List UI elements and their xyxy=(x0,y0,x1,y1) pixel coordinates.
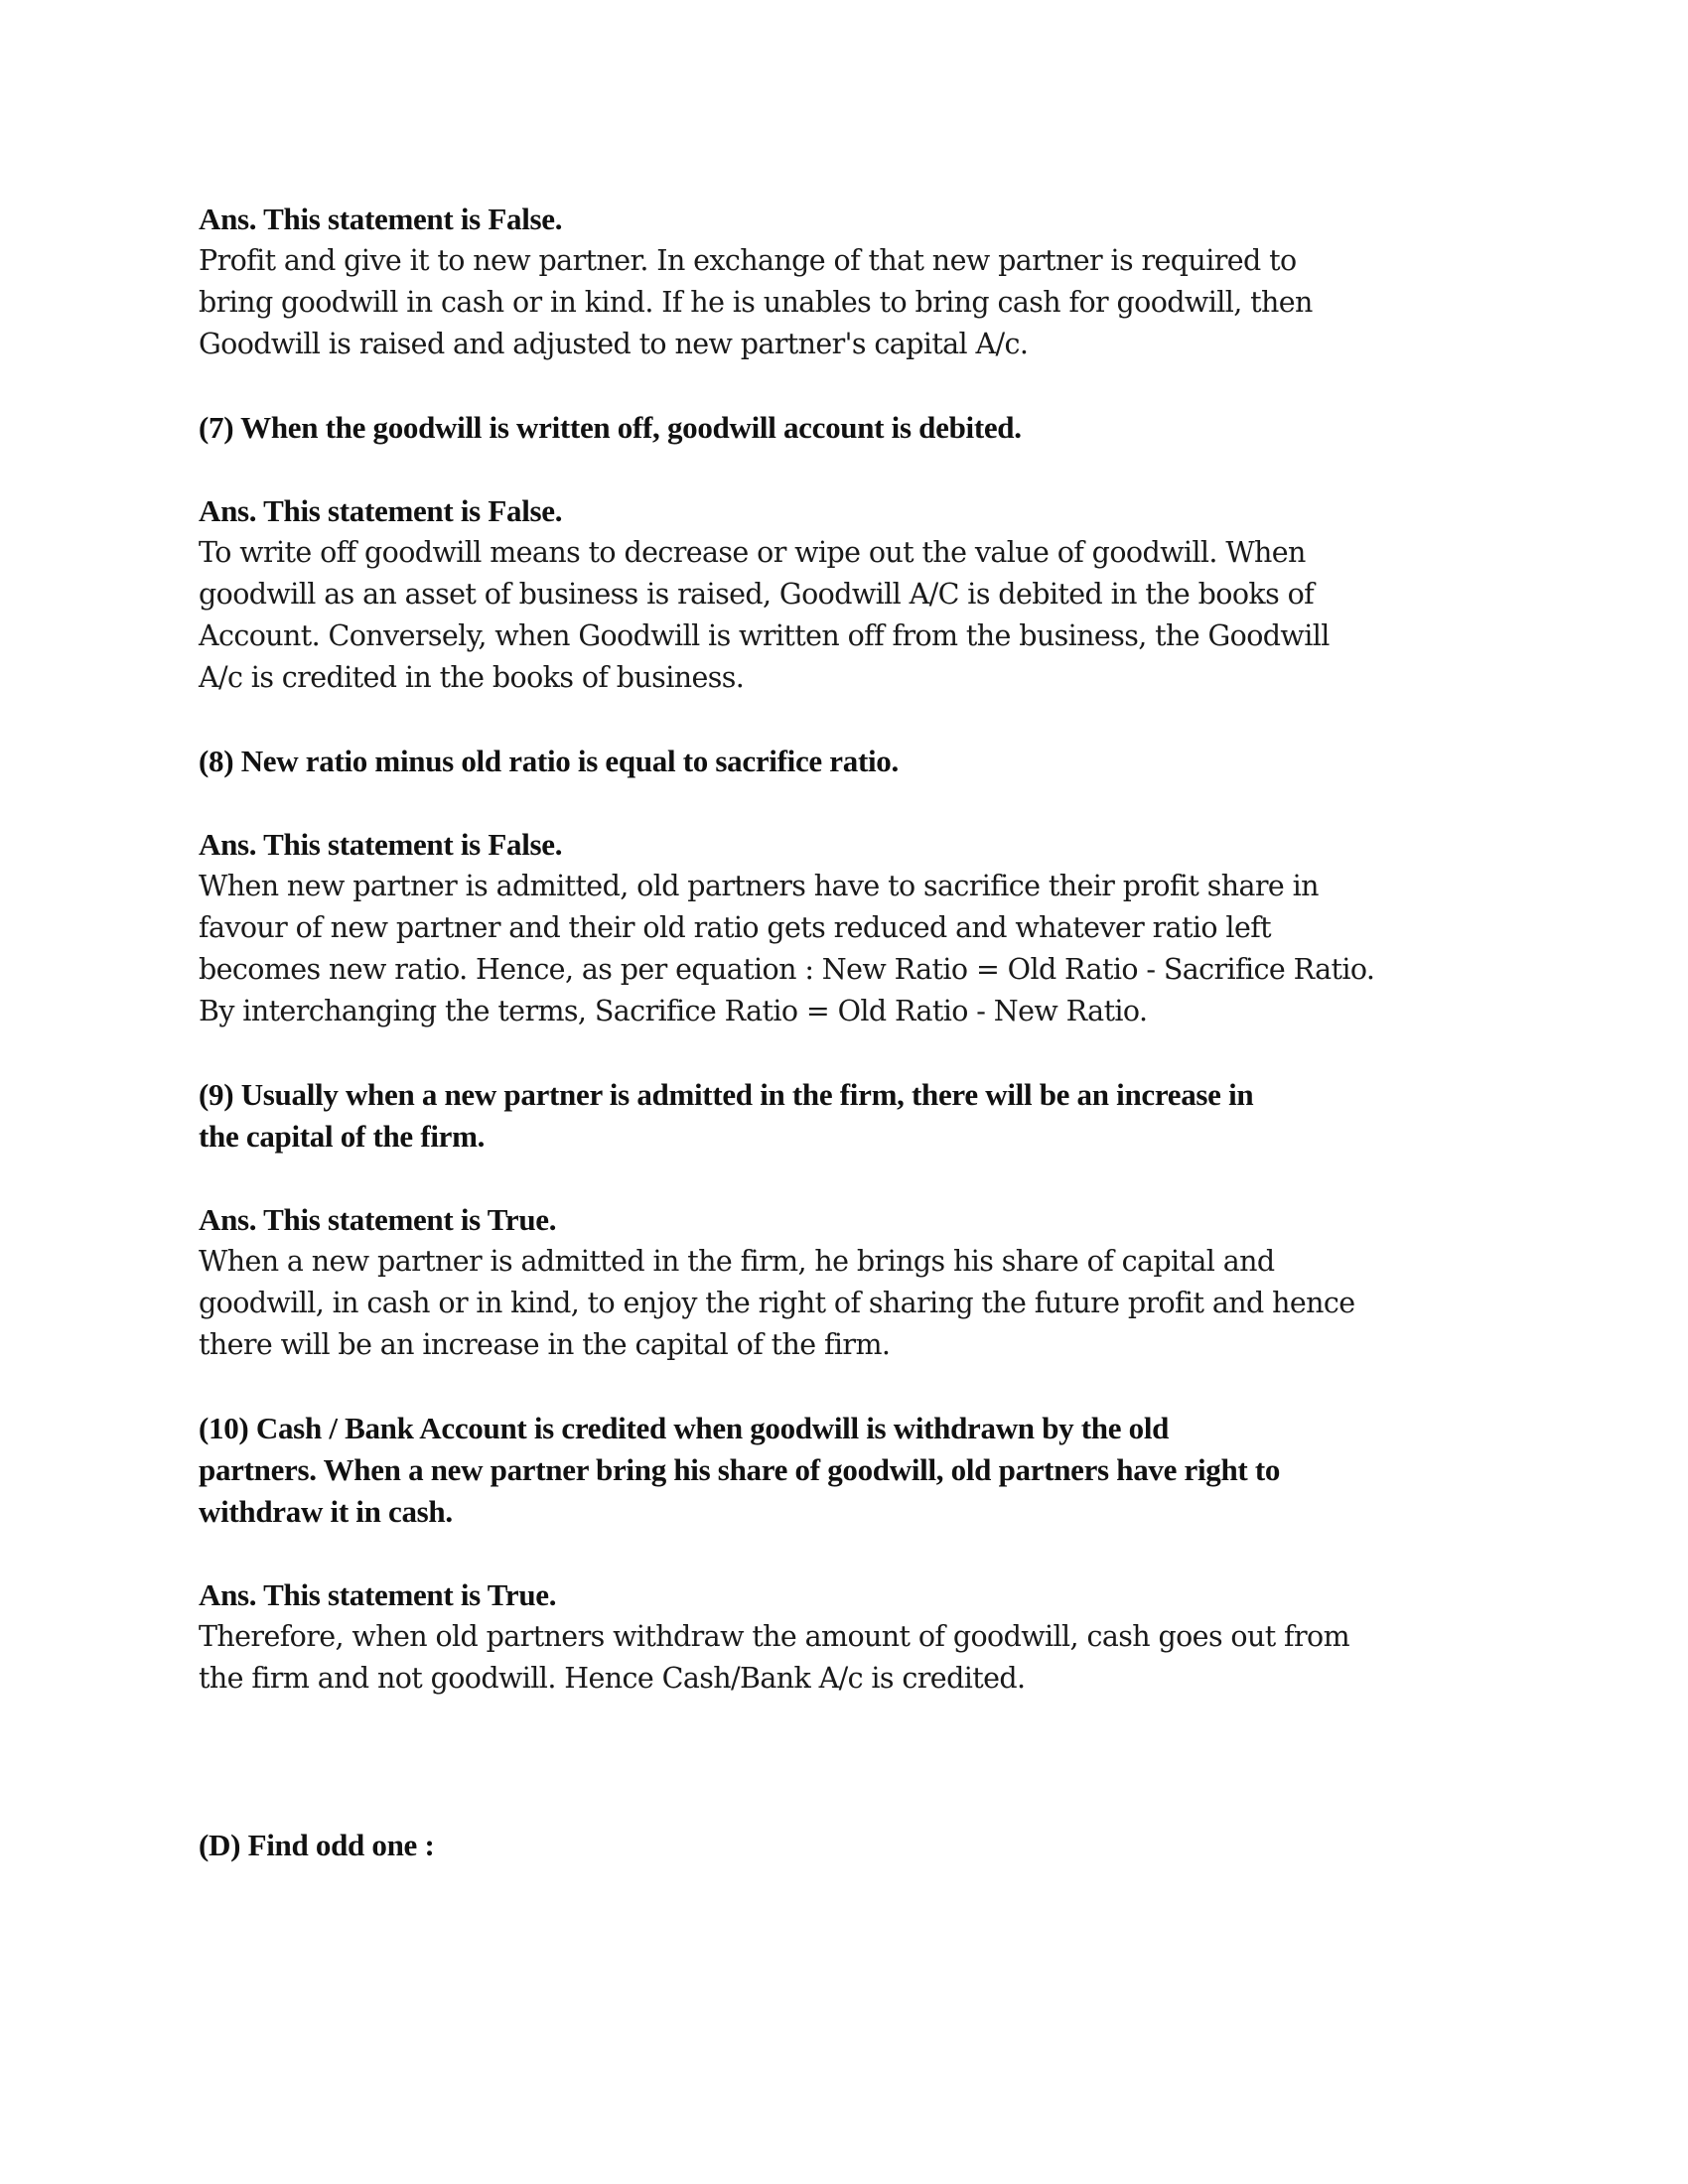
answer-line: bring goodwill in cash or in kind. If he is unables to bring cash for goodwill, then xyxy=(199,286,1313,319)
answer-block-10 xyxy=(199,1574,1489,1700)
answer-line: favour of new partner and their old ratio gets reduced and whatever ratio left xyxy=(199,911,1272,944)
section-heading: (D) Find odd one : xyxy=(199,1828,435,1862)
question-text: (10) Cash / Bank Account is credited when goodwill is withdrawn by the old xyxy=(199,1411,1170,1445)
answer-line: Goodwill is raised and adjusted to new partner's capital A/c. xyxy=(199,328,1029,360)
answer-title: Ans. This statement is False. xyxy=(199,493,563,528)
answer-line: becomes new ratio. Hence, as per equation : New Ratio = Old Ratio - Sacrifice Ratio. xyxy=(199,953,1375,986)
answer-title: Ans. This statement is False. xyxy=(199,202,563,236)
answer-line: there will be an increase in the capital of the firm. xyxy=(199,1328,891,1361)
question-block-8 xyxy=(199,741,1489,782)
answer-block-8 xyxy=(199,824,1489,1032)
answer-line: Therefore, when old partners withdraw the amount of goodwill, cash goes out from xyxy=(199,1620,1350,1653)
answer-line: To write off goodwill means to decrease or wipe out the value of goodwill. When xyxy=(199,536,1306,569)
answer-line: A/c is credited in the books of business. xyxy=(199,661,745,694)
answer-title: Ans. This statement is False. xyxy=(199,827,563,862)
answer-block-9 xyxy=(199,1199,1489,1366)
answer-line: By interchanging the terms, Sacrifice Ratio = Old Ratio - New Ratio. xyxy=(199,995,1148,1027)
question-text: withdraw it in cash. xyxy=(199,1494,453,1529)
question-block-9 xyxy=(199,1074,1489,1158)
answer-title: Ans. This statement is True. xyxy=(199,1577,557,1612)
answer-block-7 xyxy=(199,490,1489,699)
document-page xyxy=(199,199,1489,1866)
question-text: (8) New ratio minus old ratio is equal to sacrifice ratio. xyxy=(199,744,899,778)
question-block-10 xyxy=(199,1408,1489,1533)
answer-line: When a new partner is admitted in the firm, he brings his share of capital and xyxy=(199,1245,1275,1278)
answer-title: Ans. This statement is True. xyxy=(199,1202,557,1237)
question-text: partners. When a new partner bring his share of goodwill, old partners have right to xyxy=(199,1452,1281,1487)
answer-line: When new partner is admitted, old partners have to sacrifice their profit share in xyxy=(199,870,1319,902)
answer-line: goodwill, in cash or in kind, to enjoy the right of sharing the future profit and hence xyxy=(199,1287,1355,1319)
answer-line: the firm and not goodwill. Hence Cash/Bank A/c is credited. xyxy=(199,1662,1026,1695)
question-text: the capital of the firm. xyxy=(199,1119,486,1154)
answer-block-6 xyxy=(199,199,1489,365)
question-text: (7) When the goodwill is written off, goodwill account is debited. xyxy=(199,410,1022,445)
answer-line: Profit and give it to new partner. In exchange of that new partner is required to xyxy=(199,244,1297,277)
question-block-7 xyxy=(199,407,1489,449)
answer-line: Account. Conversely, when Goodwill is written off from the business, the Goodwill xyxy=(199,619,1330,652)
question-text: (9) Usually when a new partner is admitted in the firm, there will be an increase in xyxy=(199,1077,1254,1112)
answer-line: goodwill as an asset of business is raised, Goodwill A/C is debited in the books of xyxy=(199,578,1315,611)
